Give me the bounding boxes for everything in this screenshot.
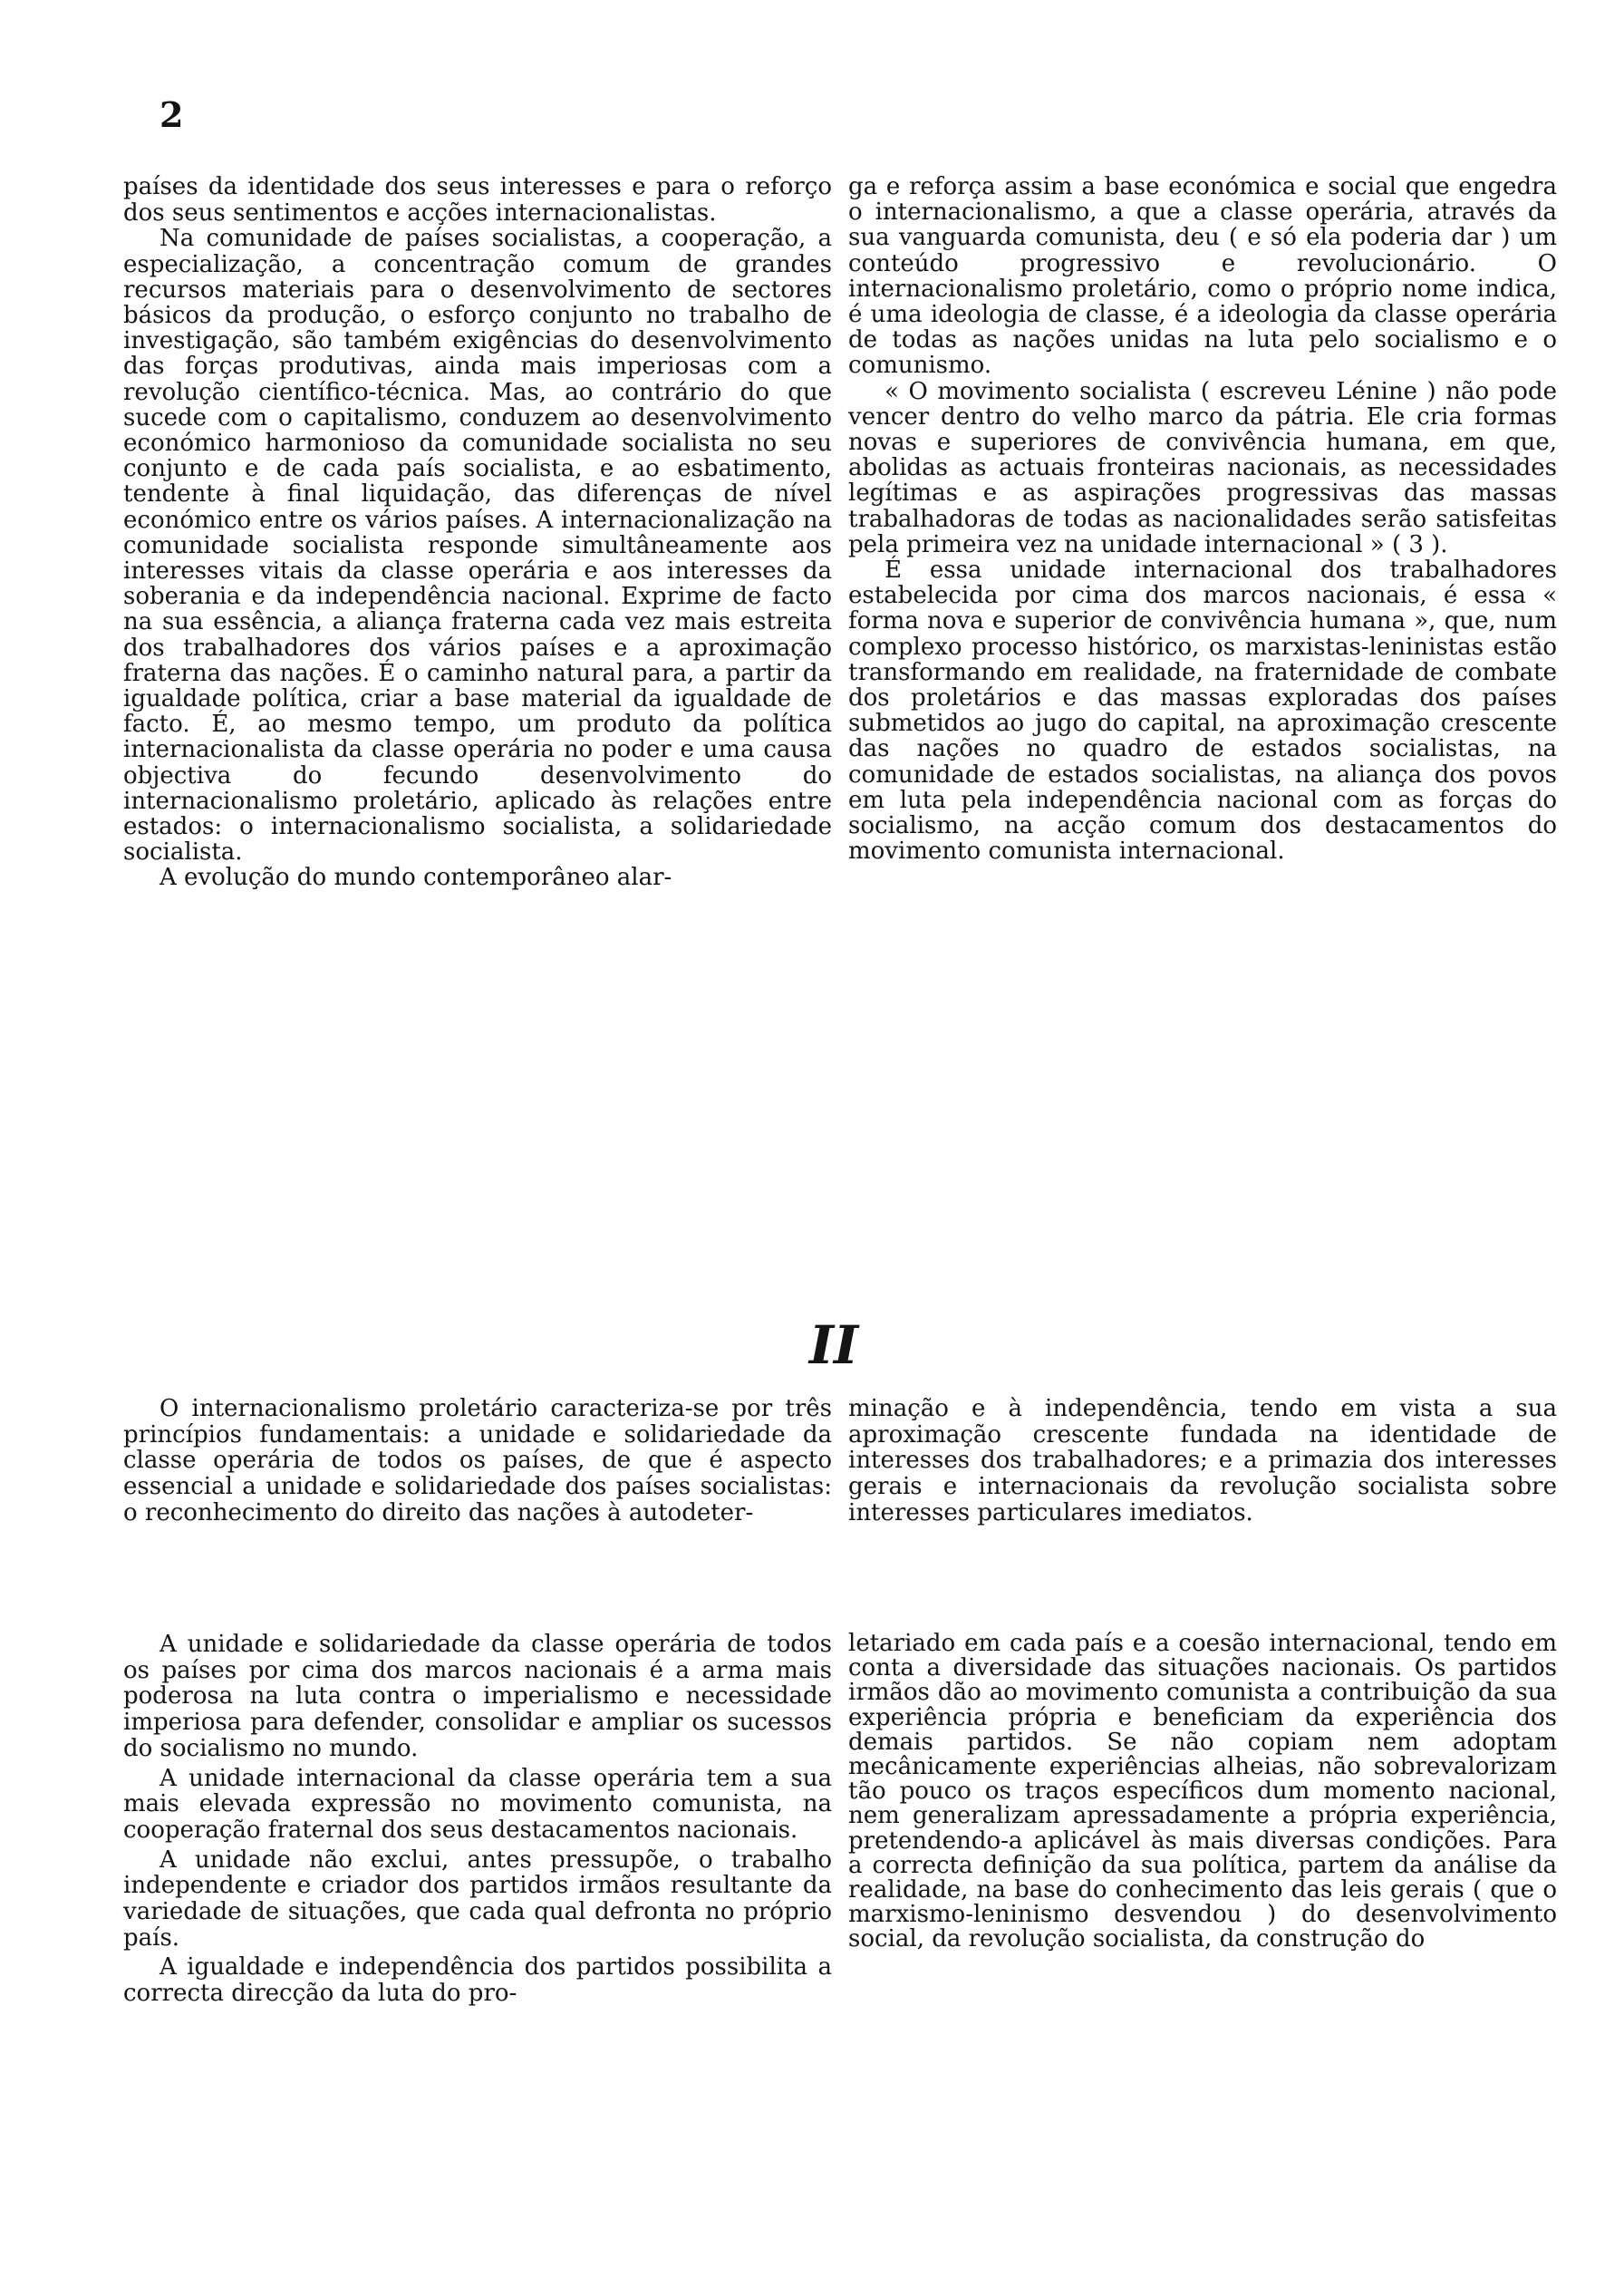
paragraph: É essa unidade internacional dos trabalhadores estabelecida por cima dos marcos nacionais, é essa « forma nova e superior de convivência humana », que, num complexo processo histórico, os marxistas-leninistas estão transformando em realidade, na fraternidade de combate dos proletários e das massas exploradas dos países submetidos ao jugo do capital, na aproximação crescente das nações no quadro de estados socialistas, na comunidade de estados socialistas, na aliança dos povos em luta pela independência nacional com as forças do socialismo, na acção comum dos destacamentos do movimento comunista internacional. <box>848 557 1557 866</box>
section-heading: II <box>808 1314 859 1376</box>
paragraph: A unidade não exclui, antes pressupõe, o trabalho independente e criador dos partidos irmãos resultante da variedade de situações, que cada qual defronta no próprio país. <box>123 1846 832 1952</box>
paragraph: O internacionalismo proletário caracteriza-se por três princípios fundamentais: a unidade e solidariedade da classe operária de todos os países, de que é aspecto essencial a unidade e solidariedade dos países socialistas: o reconhecimento do direito das nações à autodeter- <box>123 1395 832 1526</box>
paragraph: minação e à independência, tendo em vista a sua aproximação crescente fundada na identidade de interesses dos trabalhadores; e a primazia dos interesses gerais e internacionais da revolução socialista sobre interesses particulares imediatos. <box>848 1395 1557 1526</box>
section2-right-column <box>848 1396 1557 1526</box>
paragraph: países da identidade dos seus interesses e para o reforço dos seus sentimentos e acções internacionalistas. <box>123 173 832 227</box>
paragraph: A evolução do mundo contemporâneo alar- <box>160 864 672 892</box>
section1-left-column <box>123 174 832 891</box>
section3-left-column <box>123 1632 832 2007</box>
paragraph: A igualdade e independência dos partidos possibilita a correcta direcção da luta do pro- <box>123 1953 832 2008</box>
paragraph: Na comunidade de países socialistas, a cooperação, a especialização, a concentração comum de grandes recursos materiais para o desenvolvimento de sectores básicos da produção, o esforço conjunto no trabalho de investigação, são também exigências do desenvolvimento das forças produtivas, ainda mais imperiosas com a revolução científico-técnica. Mas, ao contrário do que sucede com o capitalismo, conduzem ao desenvolvimento económico harmonioso da comunidade socialista no seu conjunto e de cada país socialista, e ao esbatimento, tendente à final liquidação, das diferenças de nível económico entre os vários países. A internacionalização na comunidade socialista responde simultâneamente aos interesses vitais da classe operária e aos interesses da soberania e da independência nacional. Exprime de facto na sua essência, a aliança fraterna cada vez mais estreita dos trabalhadores dos vários países e a aproximação fraterna das nações. É o caminho natural para, a partir da igualdade política, criar a base material da igualdade de facto. É, ao mesmo tempo, um produto da política internacionalista da classe operária no poder e uma causa objectiva do fecundo desenvolvimento do internacionalismo proletário, aplicado às relações entre estados: o internacionalismo socialista, a solidariedade socialista. <box>123 225 832 867</box>
section1-right-column <box>848 174 1557 864</box>
page-number: 2 <box>160 94 184 135</box>
paragraph: « O movimento socialista ( escreveu Lénine ) não pode vencer dentro do velho marco da pátria. Ele cria formas novas e superiores de convivência humana, em que, abolidas as actuais fronteiras nacionais, as necessidades legítimas e as aspirações progressivas das massas trabalhadoras de todas as nacionalidades serão satisfeitas pela primeira vez na unidade internacional » ( 3 ). <box>848 377 1557 558</box>
section3-right-column <box>848 1632 1557 1952</box>
section2-left-column <box>123 1396 832 1526</box>
paragraph: A unidade e solidariedade da classe operária de todos os países por cima dos marcos nacionais é a arma mais poderosa na luta contra o imperialismo e necessidade imperiosa para defender, consolidar e ampliar os sucessos do socialismo no mundo. <box>123 1631 832 1762</box>
paragraph: A unidade internacional da classe operária tem a sua mais elevada expressão no movimento comunista, na cooperação fraternal dos seus destacamentos nacionais. <box>123 1764 832 1844</box>
paragraph: ga e reforça assim a base económica e social que engedra o internacionalismo, a que a classe operária, através da sua vanguarda comunista, deu ( e só ela poderia dar ) um conteúdo progressivo e revolucionário. O internacionalismo proletário, como o próprio nome indica, é uma ideologia de classe, é a ideologia da classe operária de todas as nações unidas na luta pelo socialismo e o comunismo. <box>848 173 1557 380</box>
paragraph: letariado em cada país e a coesão internacional, tendo em conta a diversidade das situações nacionais. Os partidos irmãos dão ao movimento comunista a contribuição da sua experiência própria e beneficiam da experiência dos demais partidos. Se não copiam nem adoptam mecânicamente experiências alheias, não sobrevalorizam tão pouco os traços específicos dum momento nacional, nem generalizam apressadamente a própria experiência, pretendendo-a aplicável às mais diversas condições. Para a correcta definição da sua política, partem da análise da realidade, na base do conhecimento das leis gerais ( que o marxismo-leninismo desvendou ) do desenvolvimento social, da revolução socialista, da construção do <box>848 1630 1557 1953</box>
